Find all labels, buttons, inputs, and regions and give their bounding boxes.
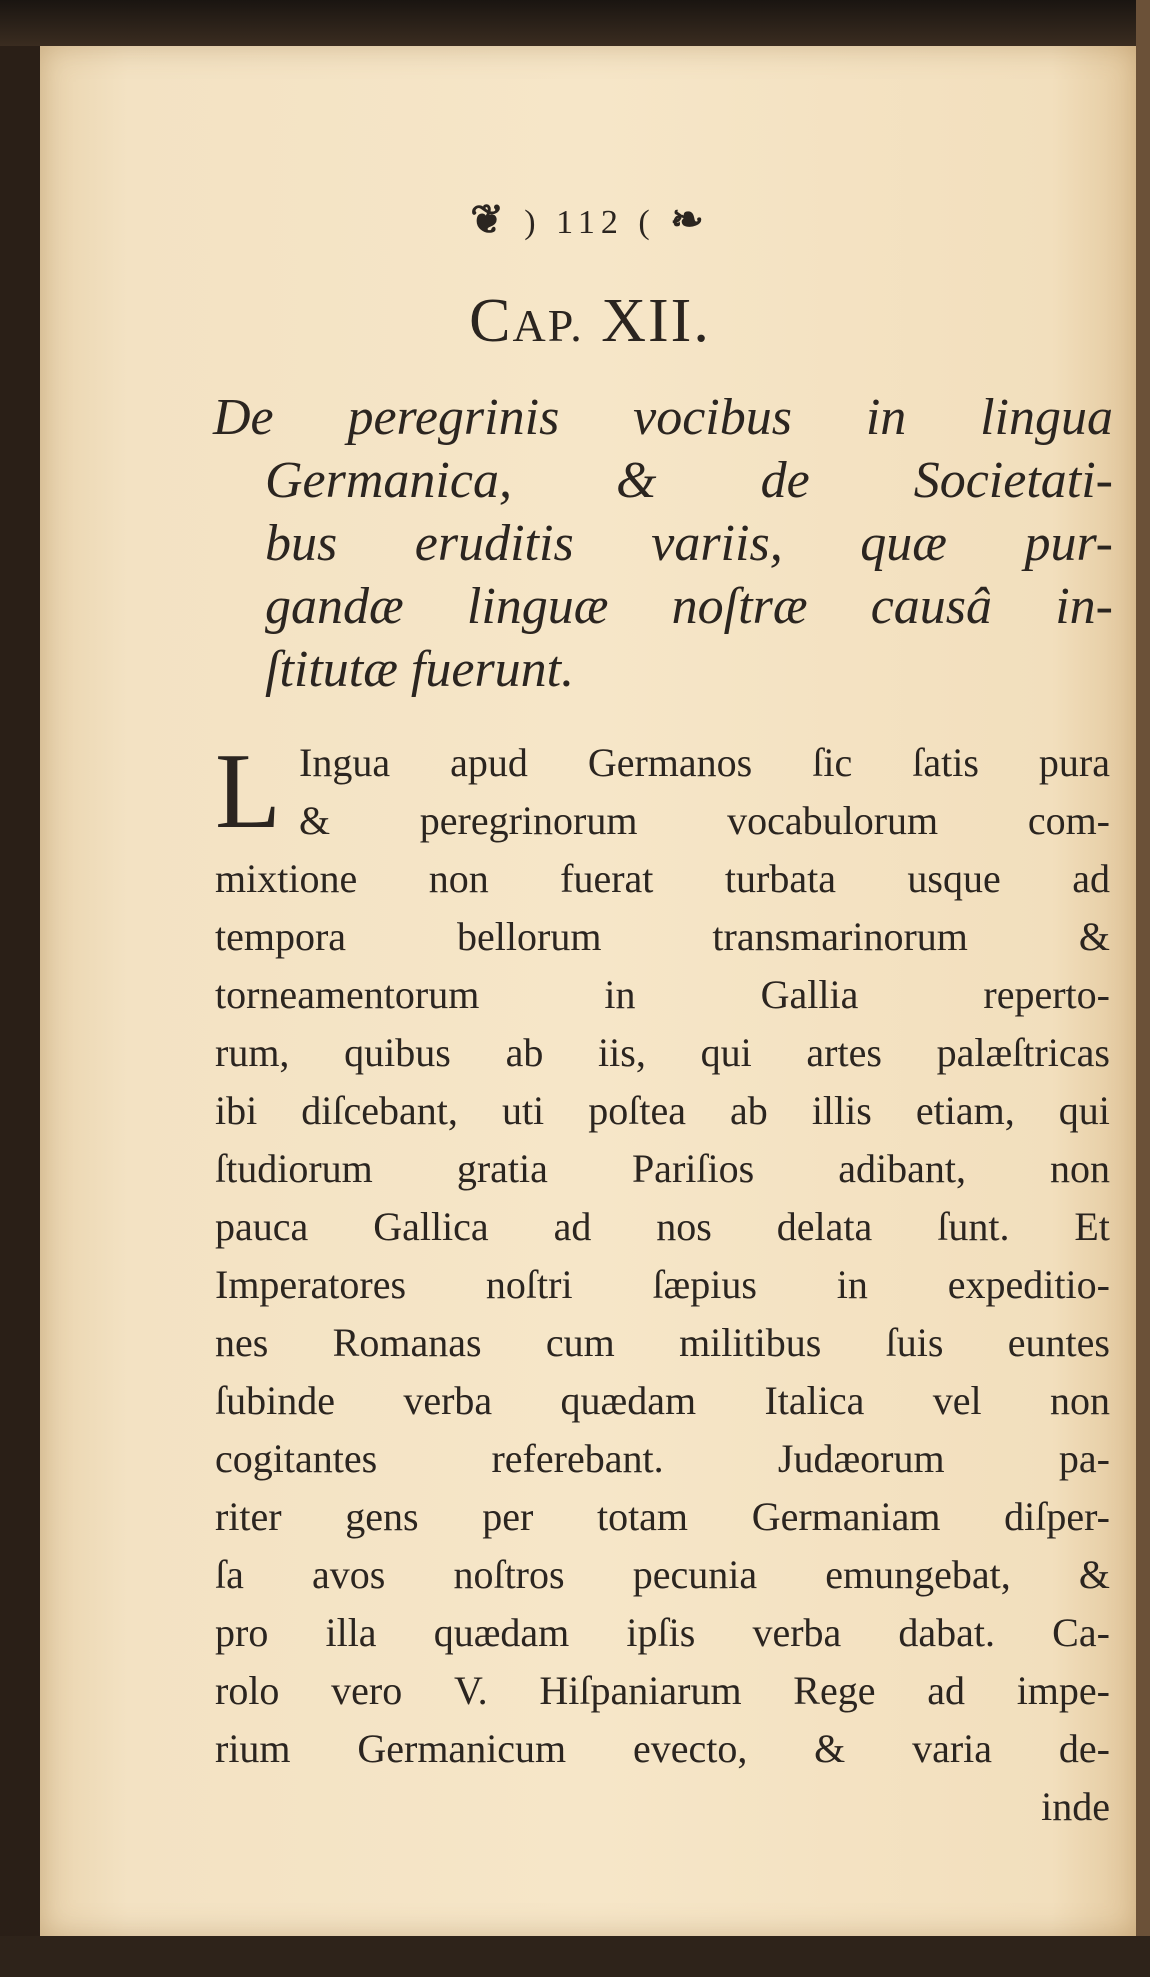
- word: emungebat,: [825, 1552, 1011, 1597]
- word: vero: [331, 1668, 403, 1713]
- word: Italica: [764, 1378, 865, 1423]
- word: torneamentorum: [215, 972, 480, 1017]
- title-line: gandæ linguæ noſtræ causâ in-: [265, 578, 1113, 635]
- word: ſunt.: [937, 1204, 1010, 1249]
- body-line: [215, 734, 1110, 792]
- word: ipſis: [626, 1610, 696, 1655]
- word: euntes: [1007, 1320, 1110, 1365]
- word: nos: [656, 1204, 712, 1249]
- page-header: [40, 196, 1140, 243]
- body-line: [215, 908, 1110, 966]
- word: vel: [932, 1378, 982, 1423]
- chapter-prefix-small: AP.: [512, 300, 584, 351]
- word: avos: [312, 1552, 386, 1597]
- word: pro: [215, 1610, 269, 1655]
- body-line: [215, 1256, 1110, 1314]
- body-line: [215, 1314, 1110, 1372]
- word: non: [1049, 1378, 1110, 1423]
- word: Gallia: [760, 972, 859, 1017]
- word: cum: [545, 1320, 615, 1365]
- word: mixtione: [215, 856, 358, 901]
- word: in: [604, 972, 636, 1017]
- word: Et: [1074, 1204, 1110, 1249]
- ornament-left-icon: ❦: [470, 197, 510, 242]
- word: inde: [1041, 1784, 1110, 1829]
- body-line: [215, 1604, 1110, 1662]
- body-line: [215, 792, 1110, 850]
- word: turbata: [724, 856, 836, 901]
- word: rum,: [215, 1030, 290, 1075]
- word: ſtudiorum: [215, 1146, 373, 1191]
- word: in: [836, 1262, 868, 1307]
- word: nes: [215, 1320, 269, 1365]
- word: palæſtricas: [936, 1030, 1110, 1075]
- word: ſuis: [885, 1320, 944, 1365]
- body-line: [215, 1662, 1110, 1720]
- word: peregrinorum: [419, 798, 638, 843]
- word: gratia: [456, 1146, 548, 1191]
- word: fuerat: [560, 856, 654, 901]
- word: ad: [927, 1668, 965, 1713]
- word: gens: [345, 1494, 419, 1539]
- word: com-: [1027, 798, 1110, 843]
- word: Ca-: [1052, 1610, 1110, 1655]
- chapter-heading: [40, 286, 1140, 357]
- word: transmarinorum: [712, 914, 968, 959]
- word: illis: [811, 1088, 872, 1133]
- title-line: ſtitutæ fuerunt.: [265, 641, 575, 698]
- word: pa-: [1058, 1436, 1110, 1481]
- body-line: [215, 1140, 1110, 1198]
- word: quædam: [433, 1610, 570, 1655]
- body-line: [215, 1778, 1110, 1836]
- word: noſtri: [485, 1262, 573, 1307]
- word: quibus: [344, 1030, 451, 1075]
- word: Pariſios: [631, 1146, 755, 1191]
- word: vocabulorum: [727, 798, 939, 843]
- word: ad: [553, 1204, 592, 1249]
- word: ab: [730, 1088, 768, 1133]
- word: riter: [215, 1494, 282, 1539]
- word: ab: [505, 1030, 544, 1075]
- title-line: bus eruditis variis, quæ pur-: [265, 515, 1113, 572]
- word: apud: [450, 740, 528, 785]
- word: pauca: [215, 1204, 309, 1249]
- body-text: [215, 734, 1110, 1836]
- body-line: [215, 1082, 1110, 1140]
- chapter-number: XII.: [583, 287, 711, 355]
- word: varia: [912, 1726, 993, 1771]
- word: Imperatores: [215, 1262, 407, 1307]
- drop-cap: L: [215, 732, 281, 851]
- title-line: Germanica, & de Societati-: [265, 452, 1113, 509]
- word: ſæpius: [652, 1262, 757, 1307]
- title-line: De peregrinis vocibus in lingua: [213, 389, 1113, 446]
- word: rolo: [215, 1668, 280, 1713]
- body-line: [215, 1488, 1110, 1546]
- word: Germaniam: [751, 1494, 941, 1539]
- word: artes: [806, 1030, 882, 1075]
- word: ad: [1072, 856, 1110, 901]
- body-line: [215, 1546, 1110, 1604]
- word: Romanas: [332, 1320, 482, 1365]
- word: quædam: [560, 1378, 697, 1423]
- word: adibant,: [838, 1146, 966, 1191]
- word: &: [814, 1726, 846, 1771]
- word: Ingua: [299, 740, 391, 785]
- word: dabat.: [898, 1610, 996, 1655]
- ornament-right-icon: ❧: [670, 197, 710, 242]
- word: verba: [752, 1610, 842, 1655]
- word: totam: [596, 1494, 689, 1539]
- word: diſper-: [1004, 1494, 1110, 1539]
- word: verba: [403, 1378, 493, 1423]
- word: Rege: [793, 1668, 876, 1713]
- word: ibi: [215, 1088, 258, 1133]
- word: Gallica: [373, 1204, 489, 1249]
- chapter-title: [213, 386, 1113, 701]
- word: qui: [700, 1030, 752, 1075]
- word: V.: [453, 1668, 488, 1713]
- word: impe-: [1016, 1668, 1110, 1713]
- word: pecunia: [632, 1552, 758, 1597]
- body-line: [215, 1720, 1110, 1778]
- word: ſa: [215, 1552, 244, 1597]
- word: ſatis: [912, 740, 979, 785]
- word: iis,: [598, 1030, 646, 1075]
- word: non: [1050, 1146, 1110, 1191]
- body-line: [215, 1024, 1110, 1082]
- word: noſtros: [453, 1552, 565, 1597]
- word: referebant.: [491, 1436, 664, 1481]
- scan-right-edge: [1136, 0, 1150, 1977]
- word: reperto-: [983, 972, 1110, 1017]
- word: &: [1078, 914, 1110, 959]
- page-number: ) 112 (: [524, 204, 656, 241]
- word: Germanos: [587, 740, 753, 785]
- word: poſtea: [588, 1088, 686, 1133]
- word: de-: [1058, 1726, 1110, 1771]
- word: non: [428, 856, 489, 901]
- word: expeditio-: [947, 1262, 1110, 1307]
- body-line: [215, 966, 1110, 1024]
- scan-bottom-edge: [0, 1936, 1150, 1977]
- word: militibus: [679, 1320, 822, 1365]
- word: per: [482, 1494, 534, 1539]
- word: qui: [1058, 1088, 1110, 1133]
- scan-top-edge: [0, 0, 1150, 46]
- word: etiam,: [915, 1088, 1015, 1133]
- word: evecto,: [632, 1726, 748, 1771]
- book-page: [40, 46, 1140, 1936]
- chapter-prefix: C: [469, 287, 513, 355]
- word: uti: [501, 1088, 545, 1133]
- body-line: [215, 1372, 1110, 1430]
- word: &: [299, 798, 331, 843]
- word: ſubinde: [215, 1378, 335, 1423]
- word: illa: [325, 1610, 377, 1655]
- word: delata: [776, 1204, 873, 1249]
- word: pura: [1038, 740, 1110, 785]
- word: tempora: [215, 914, 347, 959]
- word: usque: [907, 856, 1001, 901]
- word: cogitantes: [215, 1436, 378, 1481]
- word: Hiſpaniarum: [539, 1668, 742, 1713]
- body-line: [215, 1430, 1110, 1488]
- word: diſcebant,: [301, 1088, 458, 1133]
- word: Judæorum: [777, 1436, 945, 1481]
- word: bellorum: [457, 914, 602, 959]
- word: Germanicum: [357, 1726, 567, 1771]
- word: ſic: [812, 740, 853, 785]
- word: &: [1078, 1552, 1110, 1597]
- body-line: [215, 850, 1110, 908]
- body-line: [215, 1198, 1110, 1256]
- word: rium: [215, 1726, 291, 1771]
